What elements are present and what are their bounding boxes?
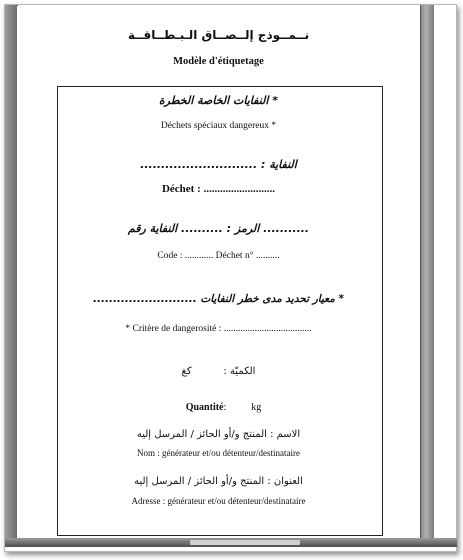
quantity-french-label: Quantité bbox=[185, 402, 224, 413]
address-french: Adresse : générateur et/ou détenteur/destinataire bbox=[131, 496, 306, 506]
category-french: Déchets spéciaux dangereux * bbox=[160, 121, 277, 131]
quantity-french-unit: : kg bbox=[223, 402, 262, 413]
waste-french: Déchet : .......................... bbox=[161, 183, 276, 195]
title-arabic: نــمــوذج إلــصــاق الـبـطــاقــة bbox=[127, 28, 310, 42]
criterion-arabic: .......................... معيار تحديد مدى خطر النفايات * bbox=[93, 293, 344, 305]
code-arabic: الرمز : .......... النفاية رقم ........... bbox=[127, 222, 310, 235]
criterion-french: * Critère de dangerosité : ..................................... bbox=[125, 324, 312, 334]
right-scrollbar[interactable] bbox=[420, 5, 434, 545]
title-french: Modèle d'étiquetage bbox=[173, 56, 264, 67]
code-french: Code : ............ Déchet n° .......... bbox=[157, 251, 280, 261]
category-arabic: النفايات الخاصة الخطرة * bbox=[158, 94, 279, 107]
quantity-arabic: الكميّة : كغ bbox=[181, 366, 256, 377]
address-arabic: العنوان : المنتج و/أو الحائز / المرسل إليه bbox=[134, 476, 303, 487]
bottom-scrollbar-thumb[interactable] bbox=[190, 540, 300, 545]
quantity-french bbox=[17, 391, 420, 424]
name-french: Nom : générateur et/ou détenteur/destinataire bbox=[137, 448, 300, 458]
waste-arabic: ............................ : النفاية bbox=[140, 158, 297, 171]
name-arabic: الاسم : المنتج و/أو الحائز / المرسل إليه bbox=[136, 429, 301, 440]
label-box bbox=[57, 86, 383, 536]
document-page bbox=[17, 6, 420, 538]
